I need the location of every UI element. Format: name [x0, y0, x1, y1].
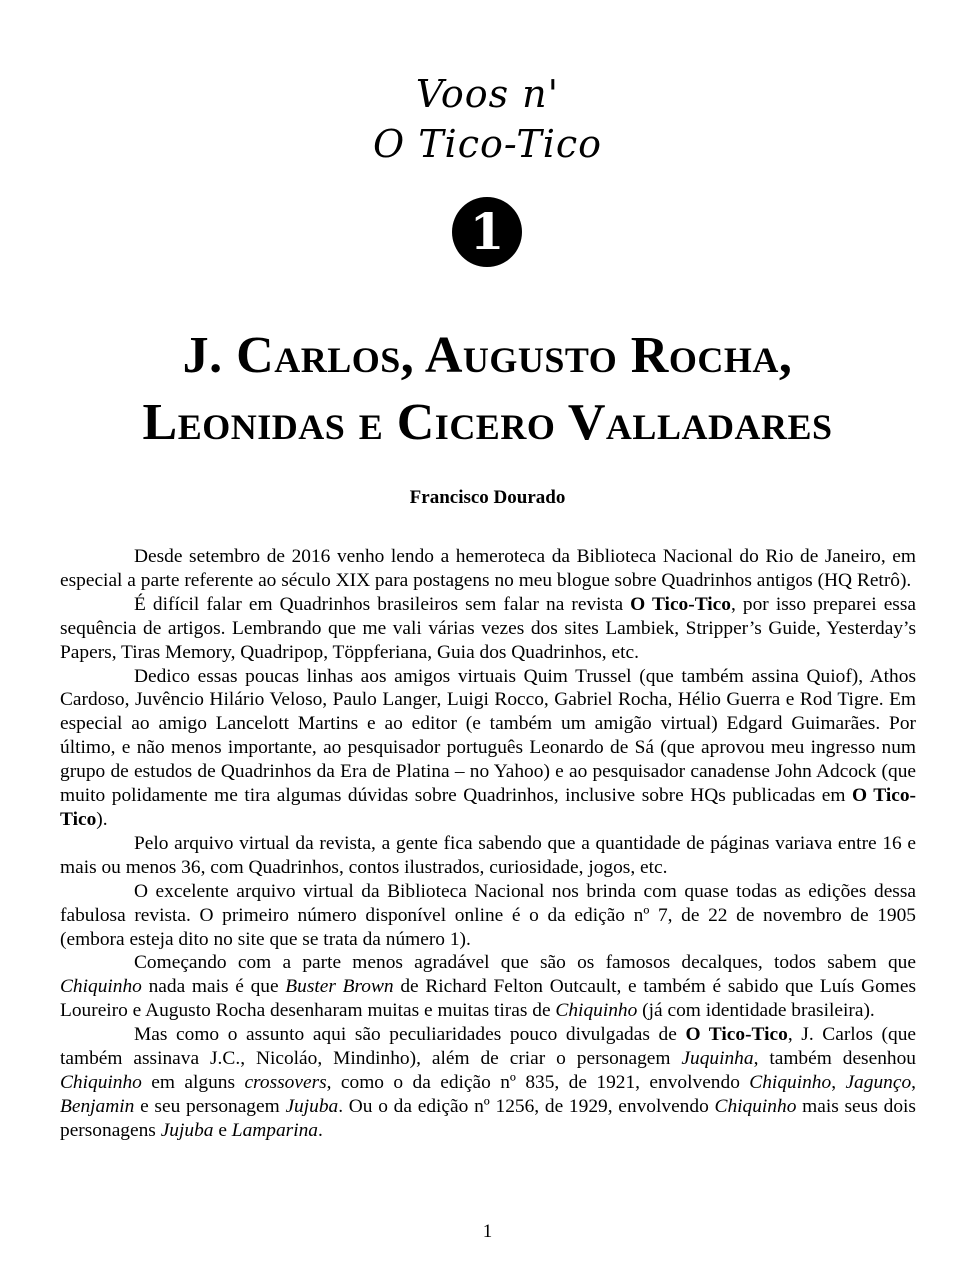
paragraph-7 [60, 1023, 916, 1143]
character-name: Jagunço [845, 1071, 912, 1093]
character-name: Juquinha [681, 1048, 754, 1070]
character-name: Benjamin [60, 1095, 135, 1117]
article-number-badge [452, 197, 522, 267]
article-title-line2: Leonidas e Cicero Valladares [142, 394, 833, 451]
paragraph-4 [60, 832, 916, 880]
paragraph-text: mais seus dois personagens [60, 1095, 916, 1141]
paragraph-text: e seu personagem [134, 1095, 286, 1117]
paragraph-3 [60, 665, 916, 832]
paragraph-6 [60, 951, 916, 1023]
character-name: Chiquinho [60, 976, 142, 998]
article-title-line1: J. Carlos, Augusto Rocha, [182, 327, 793, 384]
paragraph-text: Mas como o assunto aqui são peculiaridades pouco divulgadas de [134, 1024, 686, 1046]
paragraph-text: , como o da edição nº 835, de 1921, envolvendo [326, 1071, 750, 1093]
article-body [60, 545, 916, 1143]
character-name: Chiquinho [749, 1071, 832, 1093]
magazine-name: O Tico-Tico [630, 593, 731, 615]
paragraph-2 [60, 593, 916, 665]
paragraph-text: O excelente arquivo virtual da Biblioteca Nacional nos brinda com quase todas as edições dessa fabulosa revista. O primeiro número disponível online é o da edição nº 7, de 22 de novembro de 1905 (embora esteja dito no site que se trata da número 1). [60, 880, 916, 950]
paragraph-text: , por isso preparei essa sequência de artigos. Lembrando que me vali várias vezes dos sites Lambiek, Stripper’s Guide, Yesterday’s Papers, Tiras Memory, Quadripop, Töppferiana, Guia dos Quadrinhos, etc. [60, 593, 916, 663]
character-name: Lamparina [231, 1119, 318, 1141]
character-name: Chiquinho [60, 1071, 142, 1093]
paragraph-text: , [911, 1071, 917, 1093]
paragraph-1 [60, 545, 916, 593]
paragraph-text: e [213, 1119, 232, 1141]
paragraph-text: Desde setembro de 2016 venho lendo a hemeroteca da Biblioteca Nacional do Rio de Janeiro, em especial a parte referente ao século XIX para postagens no meu blogue sobre Quadrinhos antigos (HQ Retrô). [60, 546, 916, 591]
article-number: 1 [469, 202, 505, 261]
paragraph-text: Começando com a parte menos agradável que são os famosos decalques, todos sabem que [134, 952, 916, 974]
paragraph-text: , [831, 1071, 846, 1093]
paragraph-text: Dedico essas poucas linhas aos amigos virtuais Quim Trussel (que também assina Quiof), Athos Cardoso, Juvêncio Hilário Veloso, Paulo Langer, Luigi Rocco, Gabriel Rocha, Hélio Guerra e Rod Tigre. Em especial ao amigo Lancelott Martins e ao editor (e também um amigão virtual) Edgard Guimarães. Por último, e não menos importante, ao pesquisador português Leonardo de Sá (que aprovou meu ingresso num grupo de estudos de Quadrinhos da Era de Platina – no Yahoo) e ao pesquisador canadense John Adcock (que muito polidamente me tira algumas dúvidas sobre Quadrinhos, inclusive sobre HQs publicadas em [60, 665, 916, 807]
character-name: Chiquinho [555, 1000, 638, 1022]
paragraph-text: É difícil falar em Quadrinhos brasileiros sem falar na revista [134, 593, 631, 615]
paragraph-text: de Richard Felton Outcault, e também é sabido que Luís Gomes Loureiro e Augusto Rocha desenharam muitas e muitas tiras de [60, 976, 917, 1022]
paragraph-text: ). [96, 808, 108, 830]
character-name: Jujuba [285, 1095, 339, 1117]
paragraph-text: . [318, 1119, 323, 1141]
series-title-line2: O Tico-Tico [372, 122, 603, 166]
character-name: Buster Brown [285, 976, 394, 998]
paragraph-text: , também desenhou [753, 1048, 916, 1070]
character-name: Jujuba [160, 1119, 214, 1141]
paragraph-text: em alguns [141, 1071, 245, 1093]
series-title-line1: Voos n' [415, 72, 560, 116]
magazine-name: O Tico-Tico [685, 1024, 788, 1046]
page-number: 1 [482, 1221, 493, 1242]
paragraph-text: (já com identidade brasileira). [637, 1000, 875, 1022]
character-name: Chiquinho [714, 1095, 797, 1117]
paragraph-text: nada mais é que [141, 976, 286, 998]
paragraph-text: Pelo arquivo virtual da revista, a gente fica sabendo que a quantidade de páginas variava entre 16 e mais ou menos 36, com Quadrinhos, contos ilustrados, curiosidade, jogos, etc. [60, 832, 916, 878]
paragraph-5 [60, 880, 916, 952]
magazine-name: O Tico-Tico [60, 785, 916, 830]
term-crossovers: crossovers [244, 1071, 327, 1093]
paragraph-text: , J. Carlos (que também assinava J.C., Nicoláo, Mindinho), além de criar o personagem [60, 1024, 916, 1070]
author-name: Francisco Dourado [409, 487, 566, 508]
paragraph-text: . Ou o da edição nº 1256, de 1929, envolvendo [338, 1095, 715, 1117]
